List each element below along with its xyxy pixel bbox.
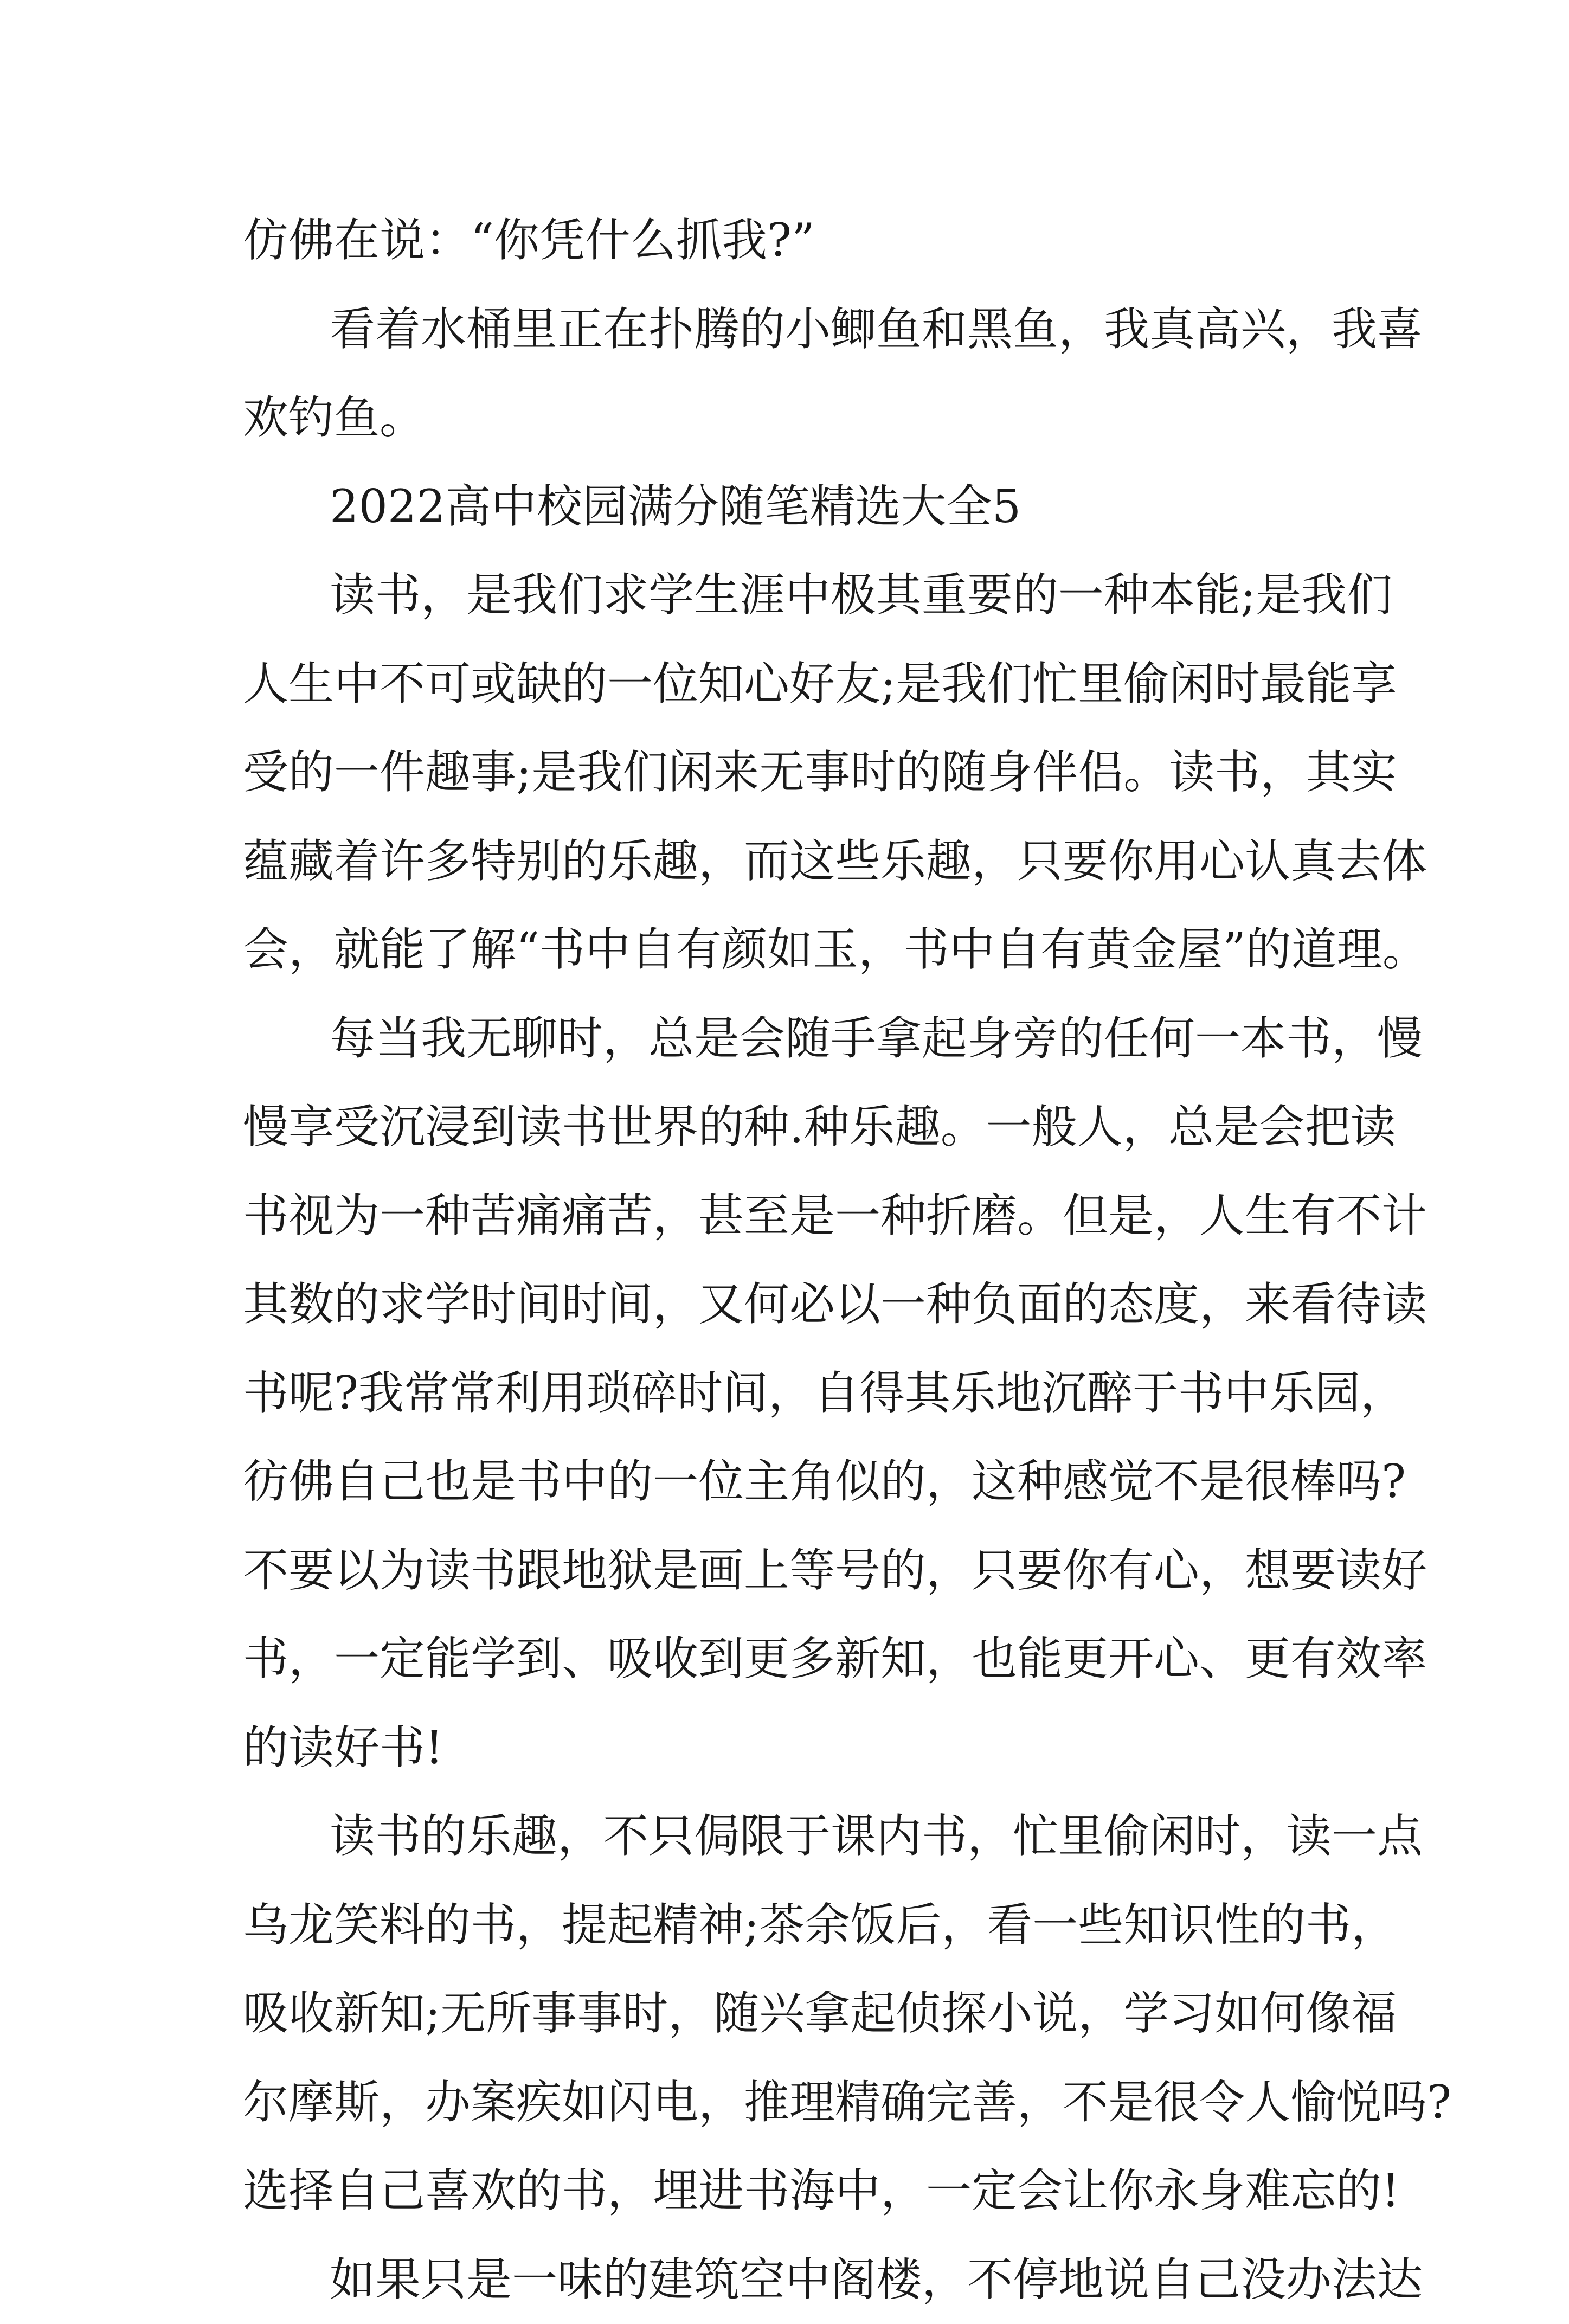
text-line: 受的一件趣事;是我们闲来无事时的随身伴侣。读书，其实 [243, 728, 1327, 817]
section-heading: 2022高中校园满分随笔精选大全5 [243, 463, 1327, 551]
text-line: 慢享受沉浸到读书世界的种.种乐趣。一般人，总是会把读 [243, 1083, 1327, 1172]
text-line: 吸收新知;无所事事时，随兴拿起侦探小说，学习如何像福 [243, 1969, 1327, 2058]
text-line: 的读好书! [243, 1704, 1327, 1793]
text-line: 其数的求学时间时间，又何必以一种负面的态度，来看待读 [243, 1260, 1327, 1349]
text-line: 蕴藏着许多特别的乐趣，而这些乐趣，只要你用心认真去体 [243, 817, 1327, 906]
paragraph-first-line: 如果只是一味的建筑空中阁楼，不停地说自己没办法达 [243, 2236, 1327, 2324]
text-line: 尔摩斯，办案疾如闪电，推理精确完善，不是很令人愉悦吗? [243, 2058, 1327, 2147]
text-line: 人生中不可或缺的一位知心好友;是我们忙里偷闲时最能享 [243, 640, 1327, 729]
text-line: 彷佛自己也是书中的一位主角似的，这种感觉不是很棒吗? [243, 1437, 1327, 1526]
text-line: 仿佛在说：“你凭什么抓我?” [243, 196, 1327, 285]
paragraph-first-line: 读书的乐趣，不只侷限于课内书，忙里偷闲时，读一点 [243, 1792, 1327, 1881]
paragraph-first-line: 看着水桶里正在扑腾的小鲫鱼和黑鱼，我真高兴，我喜 [243, 285, 1327, 374]
text-line: 书视为一种苦痛痛苦，甚至是一种折磨。但是，人生有不计 [243, 1172, 1327, 1261]
text-line: 选择自己喜欢的书，埋进书海中，一定会让你永身难忘的! [243, 2147, 1327, 2236]
text-line: 欢钓鱼。 [243, 374, 1327, 463]
text-line: 书呢?我常常利用琐碎时间，自得其乐地沉醉于书中乐园， [243, 1349, 1327, 1438]
body-text [243, 196, 1327, 2324]
text-line: 会，就能了解“书中自有颜如玉，书中自有黄金屋”的道理。 [243, 906, 1327, 994]
paragraph-first-line: 每当我无聊时，总是会随手拿起身旁的任何一本书，慢 [243, 994, 1327, 1083]
text-line: 书，一定能学到、吸收到更多新知，也能更开心、更有效率 [243, 1615, 1327, 1704]
text-line: 乌龙笑料的书，提起精神;茶余饭后，看一些知识性的书， [243, 1881, 1327, 1970]
text-line: 不要以为读书跟地狱是画上等号的，只要你有心，想要读好 [243, 1526, 1327, 1615]
paragraph-first-line: 读书，是我们求学生涯中极其重要的一种本能;是我们 [243, 551, 1327, 640]
